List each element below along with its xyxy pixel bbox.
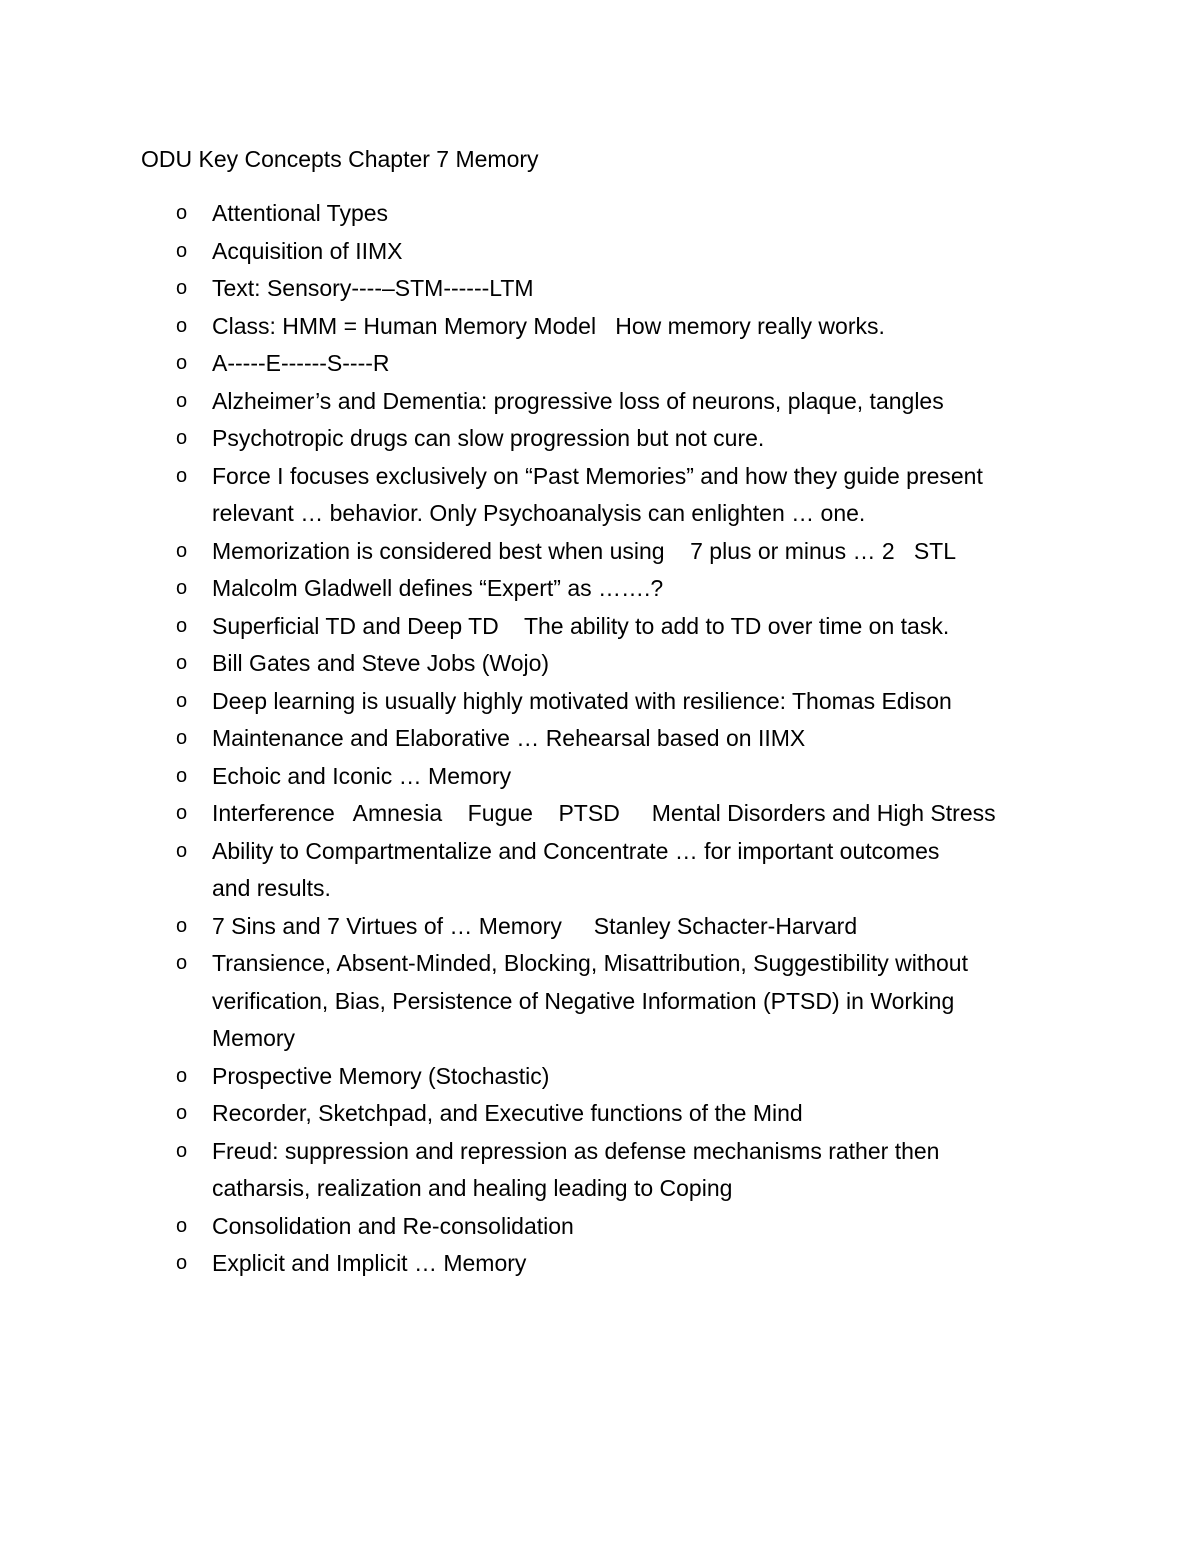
bullet-circle-icon: o [176,202,188,224]
list-item-text: Class: HMM = Human Memory Model How memory really works. [212,312,885,339]
list-item [0,570,1200,608]
bullet-circle-icon: o [176,1064,188,1087]
bullet-circle-icon: o [176,464,188,487]
list-item-text: A-----E------S----R [212,350,390,376]
bullet-circle-icon: o [176,427,188,449]
bullet-circle-icon: o [176,1214,188,1237]
list-item-text: Alzheimer’s and Dementia: progressive loss of neurons, plaque, tangles [212,387,944,414]
bullet-circle-icon: o [176,1252,188,1274]
bullet-circle-icon: o [176,577,188,599]
bullet-circle-icon: o [176,689,188,712]
list-item-text: Ability to Compartmentalize and Concentrate … for important outcomes [212,837,940,864]
list-item [0,270,1200,308]
bullet-circle-icon: o [176,1139,188,1162]
bullet-circle-icon: o [176,914,188,937]
list-item-text: relevant … behavior. Only Psychoanalysis can enlighten … one. [212,500,866,526]
list-item [0,308,1200,346]
list-item [0,795,1200,833]
list-item [0,1245,1200,1283]
list-item-text: Freud: suppression and repression as defense mechanisms rather then [212,1137,940,1164]
list-item [0,1133,1200,1208]
list-item-text: Bill Gates and Steve Jobs (Wojo) [212,650,550,676]
list-item-text: and results. [212,875,331,901]
bullet-circle-icon: o [176,539,188,562]
list-item [0,195,1200,233]
bullet-circle-icon: o [176,314,188,337]
list-item [0,608,1200,646]
list-item-text: Echoic and Iconic … Memory [212,762,512,789]
list-item [0,1095,1200,1133]
list-item-text: verification, Bias, Persistence of Negative Information (PTSD) in Working [212,987,955,1014]
document-title: ODU Key Concepts Chapter 7 Memory [141,146,539,172]
list-item [0,420,1200,458]
list-item-text: Prospective Memory (Stochastic) [212,1062,550,1089]
list-item-text: Deep learning is usually highly motivated with resilience: Thomas Edison [212,687,952,714]
list-item [0,233,1200,271]
list-item [0,1208,1200,1246]
list-item-text: Psychotropic drugs can slow progression but not cure. [212,425,765,451]
list-item [0,720,1200,758]
list-item-text: Superficial TD and Deep TD The ability to add to TD over time on task. [212,612,950,639]
list-item-text: 7 Sins and 7 Virtues of … Memory Stanley Schacter-Harvard [212,912,858,939]
list-item [0,645,1200,683]
list-item-text: Malcolm Gladwell defines “Expert” as …….? [212,575,664,601]
bullet-circle-icon: o [176,727,188,749]
bullet-circle-icon: o [176,764,188,787]
list-item-text: Force I focuses exclusively on “Past Memories” and how they guide present [212,462,983,489]
bullet-circle-icon: o [176,952,188,974]
list-item [0,683,1200,721]
list-item-text: catharsis, realization and healing leading to Coping [212,1175,733,1201]
bullet-circle-icon: o [176,389,188,412]
list-item [0,345,1200,383]
list-item-text: Maintenance and Elaborative … Rehearsal based on IIMX [212,725,806,751]
list-item [0,1058,1200,1096]
list-item [0,383,1200,421]
bullet-circle-icon: o [176,277,188,299]
list-item [0,533,1200,571]
list-item-text: Memorization is considered best when using 7 plus or minus … 2 STL [212,537,957,564]
list-item [0,945,1200,1058]
list-item-text: Acquisition of IIMX [212,237,403,264]
list-item-text: Explicit and Implicit … Memory [212,1250,527,1276]
bullet-circle-icon: o [176,352,188,374]
list-item [0,458,1200,533]
bullet-circle-icon: o [176,802,188,824]
bullet-circle-icon: o [176,1102,188,1124]
list-item-text: Consolidation and Re-consolidation [212,1212,574,1239]
bullet-circle-icon: o [176,239,188,262]
bullet-circle-icon: o [176,652,188,674]
list-item-text: Recorder, Sketchpad, and Executive functions of the Mind [212,1100,803,1126]
list-item [0,833,1200,908]
list-item-text: Memory [212,1025,296,1051]
list-item-text: Attentional Types [212,200,389,226]
bullet-circle-icon: o [176,614,188,637]
list-item [0,758,1200,796]
key-concepts-list [0,195,1200,1283]
bullet-circle-icon: o [176,839,188,862]
list-item-text: Transience, Absent-Minded, Blocking, Misattribution, Suggestibility without [212,950,968,976]
list-item-text: Interference Amnesia Fugue PTSD Mental Disorders and High Stress [212,800,996,826]
list-item [0,908,1200,946]
list-item-text: Text: Sensory----–STM------LTM [212,275,534,301]
